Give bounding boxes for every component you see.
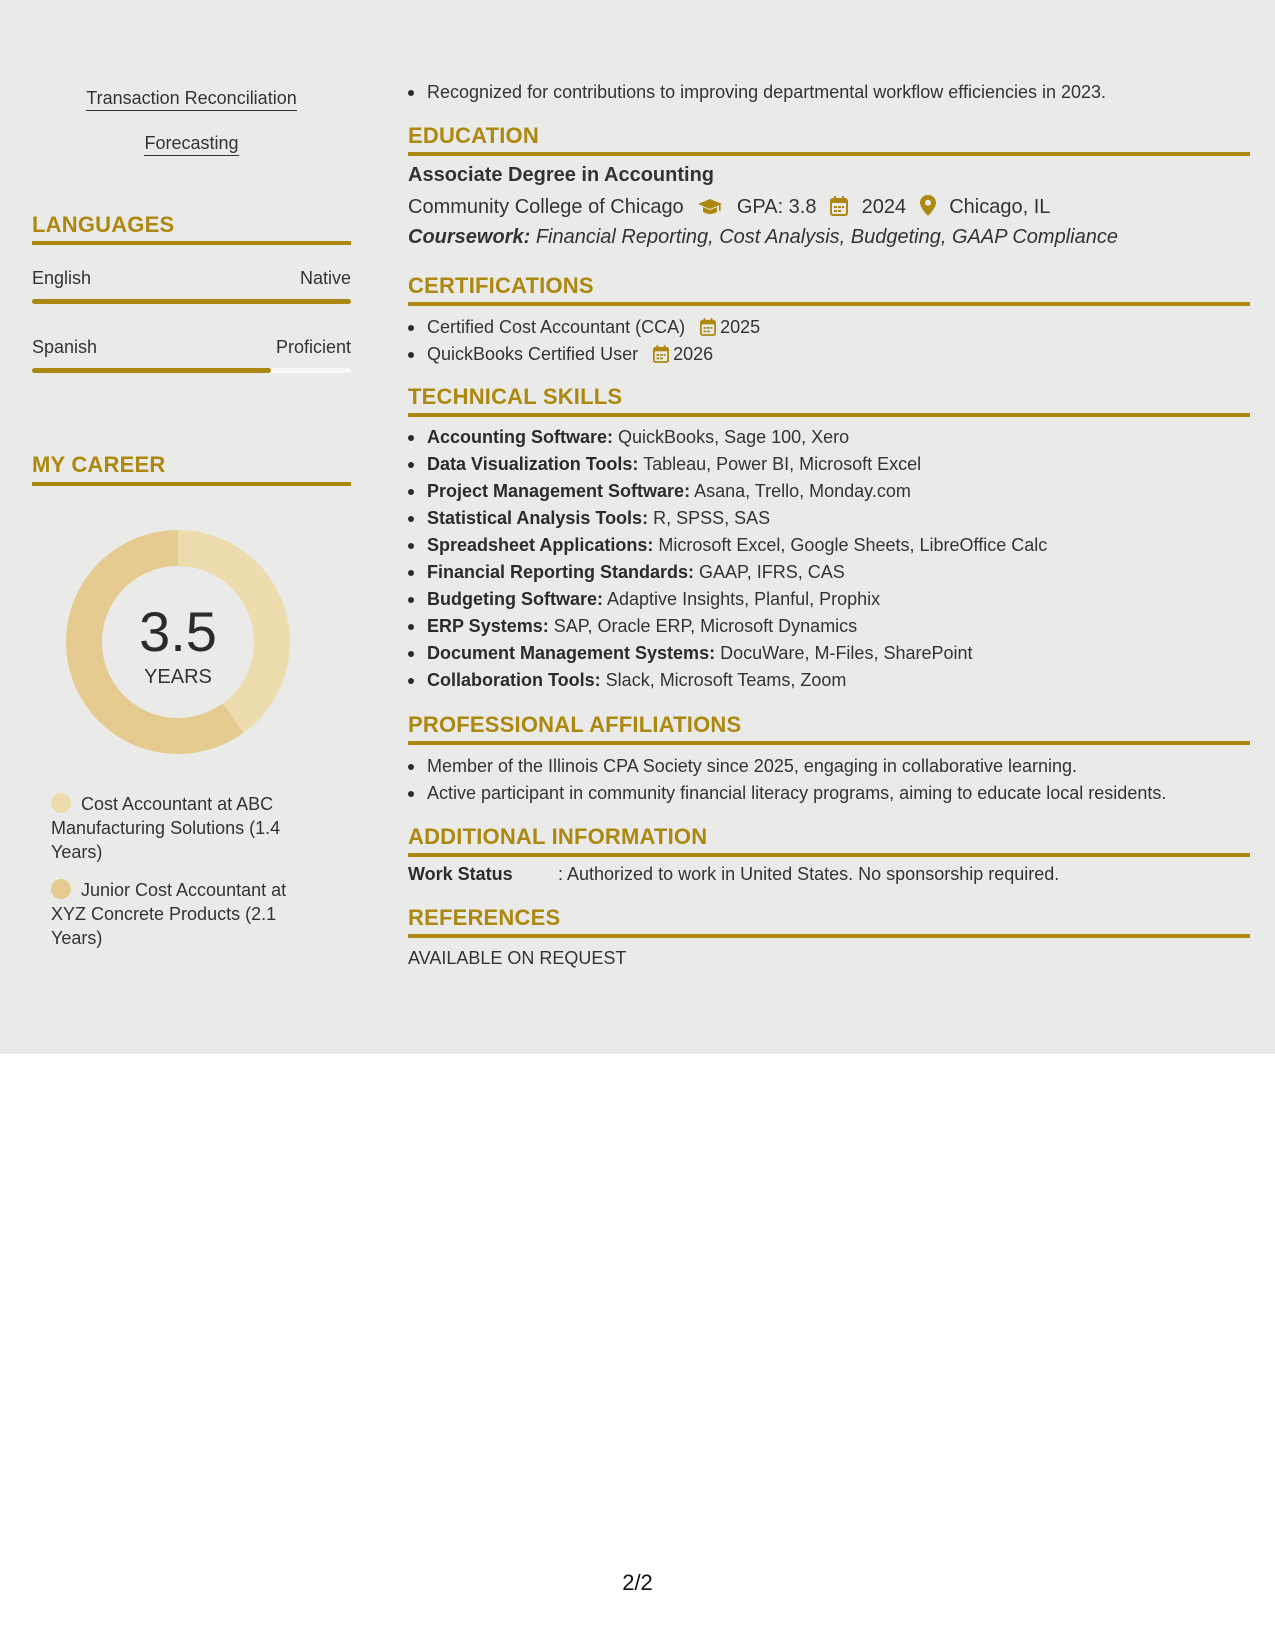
affiliation-item: Member of the Illinois CPA Society since 2025, engaging in collaborative learning. [408,754,1250,781]
coursework [408,226,1118,249]
language-level: Native [299,268,351,288]
certification-item [408,315,1250,342]
legend-dot [51,793,71,813]
language-name: Spanish [32,337,98,357]
career-divider [32,482,351,486]
education-details [408,195,1050,222]
coursework-label: Coursework: [408,226,531,248]
legend-label: Junior Cost Accountant at XYZ Concrete Products (2.1 Years) [51,880,287,948]
intro-bullet-list [408,80,1250,107]
work-status-row [408,864,1059,885]
career-legend-item [51,792,321,864]
languages-divider [32,241,351,245]
calendar-icon [830,196,848,222]
skill-tag-forecasting: Forecasting [32,133,351,154]
affiliations-list [408,754,1250,808]
affiliations-heading: PROFESSIONAL AFFILIATIONS [408,712,742,737]
certification-item [408,342,1250,369]
coursework-list: Financial Reporting, Cost Analysis, Budgeting, GAAP Compliance [535,226,1118,248]
language-name: English [32,268,92,288]
skill-item: Statistical Analysis Tools: R, SPSS, SAS [408,506,1250,533]
references-text: AVAILABLE ON REQUEST [408,948,627,968]
language-level: Proficient [275,337,351,357]
skill-item: Collaboration Tools: Slack, Microsoft Teams, Zoom [408,668,1250,695]
work-status-value: : Authorized to work in United States. No sponsorship required. [558,864,1060,884]
career-total-years: 3.5 [139,600,217,663]
additional-info-divider [408,853,1250,857]
language-bar-spanish [32,368,351,373]
certifications-heading: CERTIFICATIONS [408,273,594,298]
skill-item: Budgeting Software: Adaptive Insights, Planful, Prophix [408,587,1250,614]
career-heading: MY CAREER [32,452,166,477]
certification-year: 2025 [720,317,761,337]
work-status-label: Work Status [408,864,513,884]
calendar-icon [700,318,716,342]
languages-heading: LANGUAGES [32,212,175,237]
location-pin-icon [920,195,936,222]
certification-year: 2026 [673,344,714,364]
technical-skills-heading: TECHNICAL SKILLS [408,384,623,409]
education-divider [408,152,1250,156]
career-years-unit: YEARS [144,666,212,688]
language-bar-fill [32,368,271,373]
language-bar-fill [32,299,351,304]
list-item: Recognized for contributions to improving departmental workflow efficiencies in 2023. [408,80,1250,107]
affiliation-item: Active participant in community financial literacy programs, aiming to educate local residents. [408,781,1250,808]
certifications-list [408,315,1250,369]
skill-item: Accounting Software: QuickBooks, Sage 100, Xero [408,425,1250,452]
skill-item: Document Management Systems: DocuWare, M-Files, SharePoint [408,641,1250,668]
degree-title: Associate Degree in Accounting [408,164,714,186]
references-divider [408,934,1250,938]
certifications-divider [408,302,1250,306]
graduation-cap-icon [697,198,723,222]
language-bar-english [32,299,351,304]
skill-item: Project Management Software: Asana, Trello, Monday.com [408,479,1250,506]
school-location: Chicago, IL [949,196,1051,218]
career-donut-chart [66,530,290,754]
school-name: Community College of Chicago [408,196,684,218]
references-heading: REFERENCES [408,905,561,930]
certification-name: Certified Cost Accountant (CCA) [427,317,686,337]
graduation-year: 2024 [861,196,907,218]
certification-name: QuickBooks Certified User [427,344,639,364]
skill-item: Spreadsheet Applications: Microsoft Excel, Google Sheets, LibreOffice Calc [408,533,1250,560]
career-legend-item [51,878,321,950]
calendar-icon [653,345,669,369]
skill-item: Financial Reporting Standards: GAAP, IFRS, CAS [408,560,1250,587]
legend-label: Cost Accountant at ABC Manufacturing Solutions (1.4 Years) [51,794,281,862]
education-heading: EDUCATION [408,123,539,148]
technical-skills-divider [408,413,1250,417]
skill-item: Data Visualization Tools: Tableau, Power BI, Microsoft Excel [408,452,1250,479]
legend-dot [51,879,71,899]
affiliations-divider [408,741,1250,745]
gpa: GPA: 3.8 [736,196,817,218]
additional-info-heading: ADDITIONAL INFORMATION [408,824,708,849]
skill-tag-transaction-reconciliation: Transaction Reconciliation [32,88,351,109]
skill-item: ERP Systems: SAP, Oracle ERP, Microsoft Dynamics [408,614,1250,641]
technical-skills-list [408,425,1250,695]
page-number: 2/2 [622,1570,653,1595]
